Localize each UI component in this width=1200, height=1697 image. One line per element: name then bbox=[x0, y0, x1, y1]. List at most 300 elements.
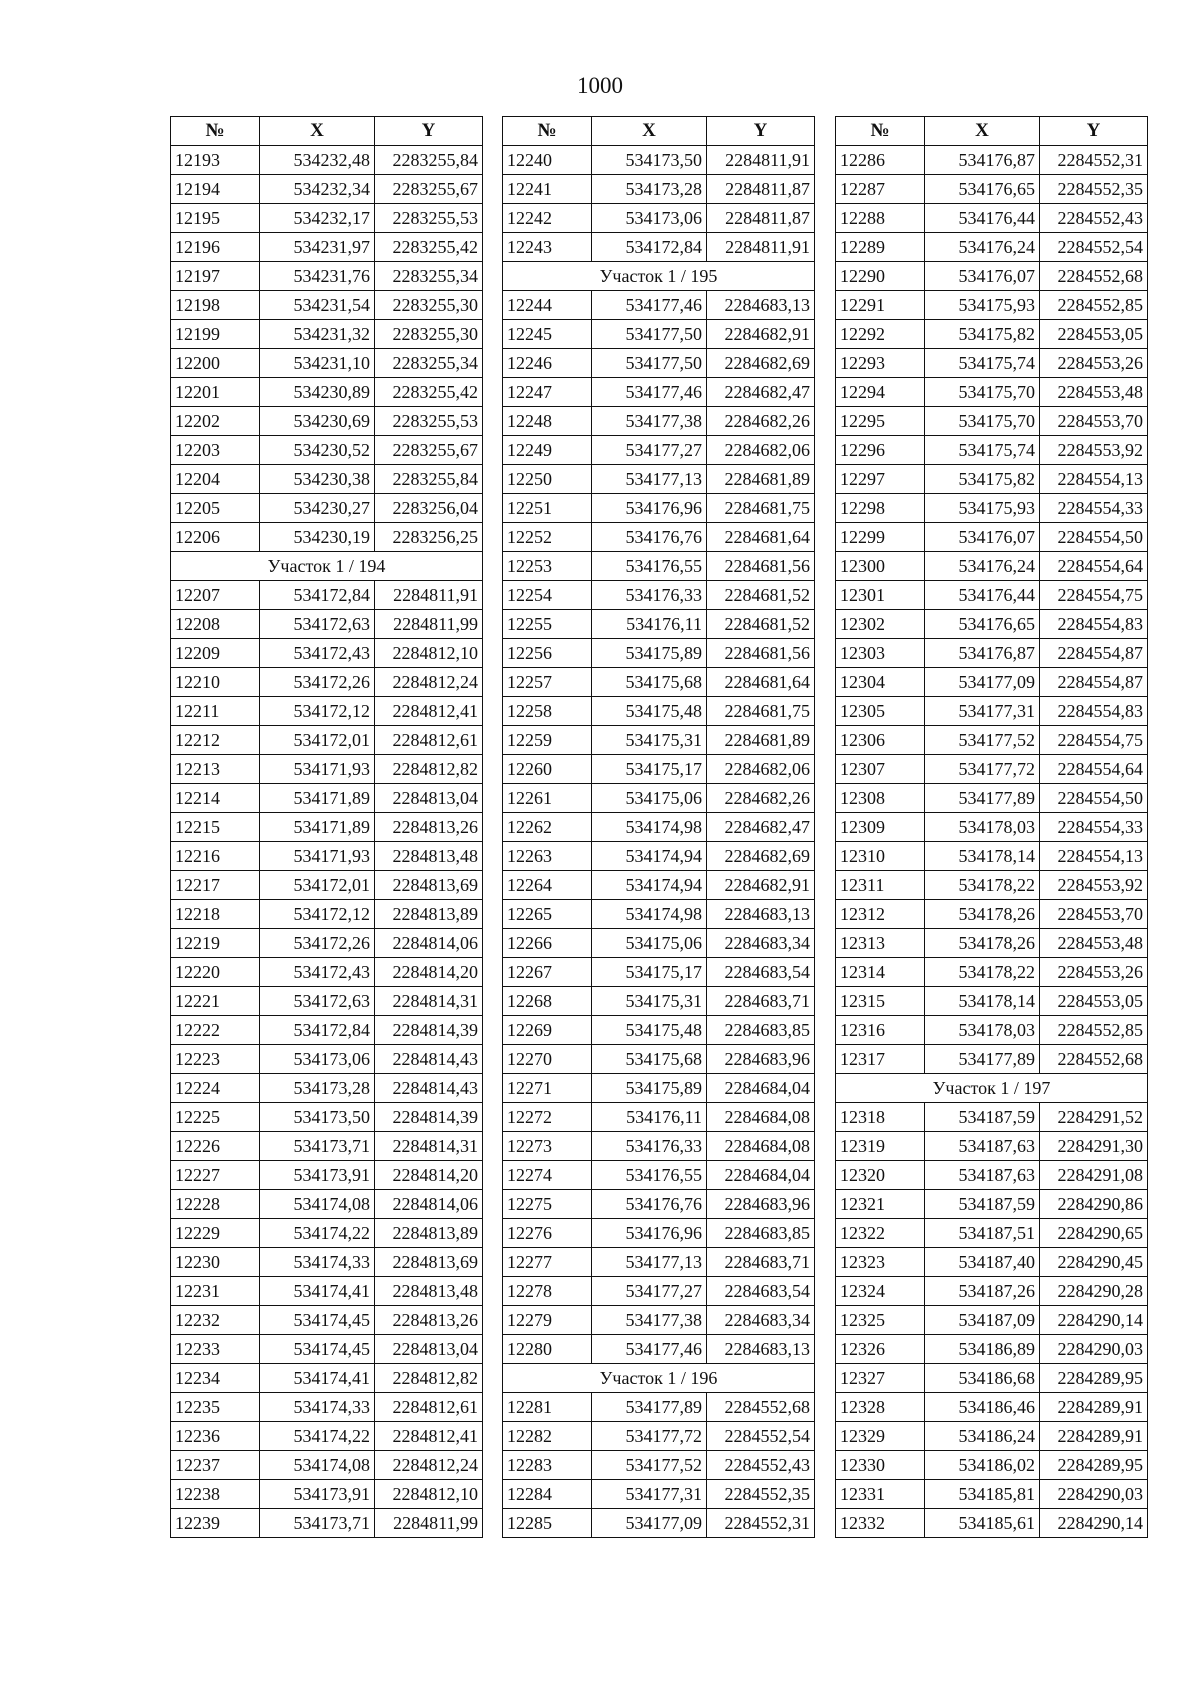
table-row bbox=[171, 1422, 483, 1451]
point-number: 12237 bbox=[171, 1451, 260, 1480]
point-number: 12248 bbox=[503, 407, 592, 436]
point-number: 12295 bbox=[836, 407, 925, 436]
table-row bbox=[836, 784, 1148, 813]
x-coordinate: 534172,84 bbox=[260, 1016, 375, 1045]
x-coordinate: 534175,82 bbox=[925, 465, 1040, 494]
y-coordinate: 2283255,30 bbox=[375, 291, 483, 320]
table-row bbox=[503, 755, 815, 784]
point-number: 12210 bbox=[171, 668, 260, 697]
x-coordinate: 534173,06 bbox=[260, 1045, 375, 1074]
table-row bbox=[171, 1335, 483, 1364]
x-coordinate: 534174,33 bbox=[260, 1248, 375, 1277]
x-coordinate: 534175,06 bbox=[592, 929, 707, 958]
point-number: 12198 bbox=[171, 291, 260, 320]
table-row bbox=[503, 291, 815, 320]
point-number: 12212 bbox=[171, 726, 260, 755]
x-coordinate: 534172,12 bbox=[260, 900, 375, 929]
table-row bbox=[836, 1422, 1148, 1451]
y-coordinate: 2284811,91 bbox=[707, 233, 815, 262]
table-row bbox=[836, 813, 1148, 842]
table-row bbox=[836, 204, 1148, 233]
point-number: 12193 bbox=[171, 146, 260, 175]
point-number: 12329 bbox=[836, 1422, 925, 1451]
table-row bbox=[836, 1045, 1148, 1074]
y-coordinate: 2284814,43 bbox=[375, 1045, 483, 1074]
table-header-row bbox=[503, 117, 815, 146]
point-number: 12213 bbox=[171, 755, 260, 784]
x-coordinate: 534173,28 bbox=[592, 175, 707, 204]
table-row bbox=[503, 987, 815, 1016]
x-coordinate: 534173,28 bbox=[260, 1074, 375, 1103]
x-coordinate: 534177,38 bbox=[592, 407, 707, 436]
x-coordinate: 534176,44 bbox=[925, 581, 1040, 610]
x-coordinate: 534187,51 bbox=[925, 1219, 1040, 1248]
y-coordinate: 2284291,30 bbox=[1040, 1132, 1148, 1161]
table-row bbox=[503, 1103, 815, 1132]
y-coordinate: 2284681,64 bbox=[707, 523, 815, 552]
x-coordinate: 534175,93 bbox=[925, 291, 1040, 320]
y-coordinate: 2284812,24 bbox=[375, 668, 483, 697]
x-coordinate: 534172,01 bbox=[260, 726, 375, 755]
table-row bbox=[836, 378, 1148, 407]
y-coordinate: 2284682,91 bbox=[707, 320, 815, 349]
point-number: 12209 bbox=[171, 639, 260, 668]
table-row bbox=[503, 871, 815, 900]
x-coordinate: 534176,24 bbox=[925, 552, 1040, 581]
point-number: 12305 bbox=[836, 697, 925, 726]
point-number: 12287 bbox=[836, 175, 925, 204]
y-coordinate: 2284554,33 bbox=[1040, 494, 1148, 523]
table-row bbox=[171, 987, 483, 1016]
point-number: 12263 bbox=[503, 842, 592, 871]
point-number: 12306 bbox=[836, 726, 925, 755]
section-title: Участок 1 / 195 bbox=[503, 262, 815, 291]
y-coordinate: 2283255,30 bbox=[375, 320, 483, 349]
x-coordinate: 534177,46 bbox=[592, 378, 707, 407]
point-number: 12262 bbox=[503, 813, 592, 842]
y-coordinate: 2284554,50 bbox=[1040, 784, 1148, 813]
y-coordinate: 2284812,82 bbox=[375, 755, 483, 784]
point-number: 12232 bbox=[171, 1306, 260, 1335]
x-coordinate: 534175,93 bbox=[925, 494, 1040, 523]
x-coordinate: 534171,89 bbox=[260, 813, 375, 842]
point-number: 12230 bbox=[171, 1248, 260, 1277]
table-row bbox=[503, 813, 815, 842]
table-body bbox=[836, 146, 1148, 1538]
x-coordinate: 534230,38 bbox=[260, 465, 375, 494]
x-coordinate: 534174,45 bbox=[260, 1306, 375, 1335]
y-coordinate: 2284811,91 bbox=[707, 146, 815, 175]
y-coordinate: 2284681,56 bbox=[707, 639, 815, 668]
x-coordinate: 534172,84 bbox=[260, 581, 375, 610]
x-coordinate: 534172,63 bbox=[260, 987, 375, 1016]
x-coordinate: 534178,14 bbox=[925, 842, 1040, 871]
x-coordinate: 534172,01 bbox=[260, 871, 375, 900]
y-coordinate: 2284291,52 bbox=[1040, 1103, 1148, 1132]
x-coordinate: 534174,22 bbox=[260, 1219, 375, 1248]
table-row bbox=[171, 581, 483, 610]
x-coordinate: 534174,98 bbox=[592, 900, 707, 929]
x-coordinate: 534176,24 bbox=[925, 233, 1040, 262]
x-coordinate: 534177,72 bbox=[592, 1422, 707, 1451]
table-row bbox=[503, 1422, 815, 1451]
table-row bbox=[503, 465, 815, 494]
y-coordinate: 2283256,04 bbox=[375, 494, 483, 523]
y-coordinate: 2284290,14 bbox=[1040, 1509, 1148, 1538]
table-row bbox=[503, 1161, 815, 1190]
table-row bbox=[171, 146, 483, 175]
point-number: 12242 bbox=[503, 204, 592, 233]
table-row bbox=[503, 929, 815, 958]
section-row bbox=[503, 1364, 815, 1393]
x-coordinate: 534174,45 bbox=[260, 1335, 375, 1364]
x-coordinate: 534172,26 bbox=[260, 668, 375, 697]
point-number: 12264 bbox=[503, 871, 592, 900]
x-coordinate: 534187,59 bbox=[925, 1190, 1040, 1219]
x-coordinate: 534173,71 bbox=[260, 1509, 375, 1538]
point-number: 12203 bbox=[171, 436, 260, 465]
x-coordinate: 534176,87 bbox=[925, 146, 1040, 175]
y-coordinate: 2284812,41 bbox=[375, 1422, 483, 1451]
y-coordinate: 2284552,54 bbox=[707, 1422, 815, 1451]
point-number: 12245 bbox=[503, 320, 592, 349]
header-num: № bbox=[836, 117, 925, 146]
x-coordinate: 534231,10 bbox=[260, 349, 375, 378]
table-row bbox=[836, 523, 1148, 552]
y-coordinate: 2284553,70 bbox=[1040, 407, 1148, 436]
table-body bbox=[171, 146, 483, 1538]
y-coordinate: 2283255,42 bbox=[375, 378, 483, 407]
y-coordinate: 2284290,65 bbox=[1040, 1219, 1148, 1248]
x-coordinate: 534177,72 bbox=[925, 755, 1040, 784]
y-coordinate: 2284813,26 bbox=[375, 813, 483, 842]
y-coordinate: 2284814,43 bbox=[375, 1074, 483, 1103]
y-coordinate: 2284683,54 bbox=[707, 958, 815, 987]
table-row bbox=[836, 1132, 1148, 1161]
table-row bbox=[171, 1190, 483, 1219]
point-number: 12275 bbox=[503, 1190, 592, 1219]
y-coordinate: 2284683,13 bbox=[707, 291, 815, 320]
point-number: 12255 bbox=[503, 610, 592, 639]
y-coordinate: 2283255,67 bbox=[375, 436, 483, 465]
y-coordinate: 2284552,31 bbox=[1040, 146, 1148, 175]
table-row bbox=[836, 871, 1148, 900]
y-coordinate: 2284683,96 bbox=[707, 1045, 815, 1074]
table-row bbox=[503, 1219, 815, 1248]
point-number: 12304 bbox=[836, 668, 925, 697]
table-row bbox=[171, 842, 483, 871]
table-body bbox=[503, 146, 815, 1538]
point-number: 12249 bbox=[503, 436, 592, 465]
point-number: 12325 bbox=[836, 1306, 925, 1335]
y-coordinate: 2284683,96 bbox=[707, 1190, 815, 1219]
point-number: 12315 bbox=[836, 987, 925, 1016]
x-coordinate: 534186,02 bbox=[925, 1451, 1040, 1480]
x-coordinate: 534172,84 bbox=[592, 233, 707, 262]
point-number: 12266 bbox=[503, 929, 592, 958]
table-row bbox=[171, 900, 483, 929]
y-coordinate: 2284552,31 bbox=[707, 1509, 815, 1538]
table-row bbox=[503, 436, 815, 465]
point-number: 12227 bbox=[171, 1161, 260, 1190]
y-coordinate: 2284554,75 bbox=[1040, 581, 1148, 610]
table-row bbox=[836, 1509, 1148, 1538]
x-coordinate: 534230,27 bbox=[260, 494, 375, 523]
point-number: 12289 bbox=[836, 233, 925, 262]
x-coordinate: 534174,33 bbox=[260, 1393, 375, 1422]
table-row bbox=[171, 1161, 483, 1190]
point-number: 12278 bbox=[503, 1277, 592, 1306]
point-number: 12200 bbox=[171, 349, 260, 378]
y-coordinate: 2284682,47 bbox=[707, 813, 815, 842]
table-row bbox=[836, 1451, 1148, 1480]
x-coordinate: 534177,52 bbox=[592, 1451, 707, 1480]
table-row bbox=[171, 233, 483, 262]
x-coordinate: 534177,09 bbox=[592, 1509, 707, 1538]
x-coordinate: 534175,48 bbox=[592, 1016, 707, 1045]
point-number: 12199 bbox=[171, 320, 260, 349]
point-number: 12292 bbox=[836, 320, 925, 349]
x-coordinate: 534231,97 bbox=[260, 233, 375, 262]
y-coordinate: 2284682,69 bbox=[707, 842, 815, 871]
x-coordinate: 534177,46 bbox=[592, 291, 707, 320]
point-number: 12257 bbox=[503, 668, 592, 697]
point-number: 12276 bbox=[503, 1219, 592, 1248]
point-number: 12252 bbox=[503, 523, 592, 552]
coordinates-table-1 bbox=[170, 116, 483, 1538]
table-row bbox=[503, 1306, 815, 1335]
x-coordinate: 534176,96 bbox=[592, 1219, 707, 1248]
point-number: 12277 bbox=[503, 1248, 592, 1277]
point-number: 12206 bbox=[171, 523, 260, 552]
table-row bbox=[503, 494, 815, 523]
y-coordinate: 2283255,34 bbox=[375, 349, 483, 378]
point-number: 12283 bbox=[503, 1451, 592, 1480]
table-row bbox=[836, 1190, 1148, 1219]
point-number: 12291 bbox=[836, 291, 925, 320]
table-row bbox=[836, 407, 1148, 436]
y-coordinate: 2283255,42 bbox=[375, 233, 483, 262]
point-number: 12280 bbox=[503, 1335, 592, 1364]
y-coordinate: 2284684,08 bbox=[707, 1103, 815, 1132]
y-coordinate: 2284553,48 bbox=[1040, 378, 1148, 407]
table-row bbox=[503, 1451, 815, 1480]
y-coordinate: 2284681,75 bbox=[707, 494, 815, 523]
x-coordinate: 534172,63 bbox=[260, 610, 375, 639]
table-row bbox=[171, 320, 483, 349]
y-coordinate: 2284289,91 bbox=[1040, 1393, 1148, 1422]
x-coordinate: 534187,40 bbox=[925, 1248, 1040, 1277]
point-number: 12214 bbox=[171, 784, 260, 813]
point-number: 12269 bbox=[503, 1016, 592, 1045]
x-coordinate: 534176,07 bbox=[925, 523, 1040, 552]
y-coordinate: 2284814,06 bbox=[375, 1190, 483, 1219]
table-row bbox=[171, 204, 483, 233]
point-number: 12221 bbox=[171, 987, 260, 1016]
point-number: 12318 bbox=[836, 1103, 925, 1132]
x-coordinate: 534175,70 bbox=[925, 378, 1040, 407]
y-coordinate: 2283255,67 bbox=[375, 175, 483, 204]
y-coordinate: 2284683,34 bbox=[707, 1306, 815, 1335]
point-number: 12195 bbox=[171, 204, 260, 233]
point-number: 12307 bbox=[836, 755, 925, 784]
table-row bbox=[171, 871, 483, 900]
point-number: 12251 bbox=[503, 494, 592, 523]
y-coordinate: 2284812,61 bbox=[375, 1393, 483, 1422]
x-coordinate: 534175,17 bbox=[592, 755, 707, 784]
table-row bbox=[503, 552, 815, 581]
point-number: 12293 bbox=[836, 349, 925, 378]
y-coordinate: 2284684,04 bbox=[707, 1161, 815, 1190]
table-row bbox=[836, 146, 1148, 175]
point-number: 12267 bbox=[503, 958, 592, 987]
table-row bbox=[836, 552, 1148, 581]
point-number: 12331 bbox=[836, 1480, 925, 1509]
point-number: 12268 bbox=[503, 987, 592, 1016]
table-row bbox=[503, 146, 815, 175]
table-row bbox=[171, 697, 483, 726]
x-coordinate: 534174,41 bbox=[260, 1364, 375, 1393]
point-number: 12238 bbox=[171, 1480, 260, 1509]
table-row bbox=[836, 958, 1148, 987]
x-coordinate: 534172,43 bbox=[260, 958, 375, 987]
table-row bbox=[503, 204, 815, 233]
point-number: 12271 bbox=[503, 1074, 592, 1103]
y-coordinate: 2284682,91 bbox=[707, 871, 815, 900]
y-coordinate: 2284683,13 bbox=[707, 900, 815, 929]
y-coordinate: 2284553,92 bbox=[1040, 436, 1148, 465]
table-row bbox=[171, 639, 483, 668]
point-number: 12222 bbox=[171, 1016, 260, 1045]
table-row bbox=[171, 1364, 483, 1393]
table-row bbox=[836, 262, 1148, 291]
point-number: 12281 bbox=[503, 1393, 592, 1422]
header-num: № bbox=[171, 117, 260, 146]
x-coordinate: 534175,48 bbox=[592, 697, 707, 726]
y-coordinate: 2284553,26 bbox=[1040, 958, 1148, 987]
y-coordinate: 2284814,20 bbox=[375, 958, 483, 987]
table-row bbox=[836, 900, 1148, 929]
y-coordinate: 2284812,41 bbox=[375, 697, 483, 726]
x-coordinate: 534173,50 bbox=[260, 1103, 375, 1132]
x-coordinate: 534178,22 bbox=[925, 958, 1040, 987]
table-row bbox=[503, 842, 815, 871]
y-coordinate: 2284813,89 bbox=[375, 1219, 483, 1248]
y-coordinate: 2284554,13 bbox=[1040, 842, 1148, 871]
point-number: 12219 bbox=[171, 929, 260, 958]
table-row bbox=[503, 175, 815, 204]
y-coordinate: 2284684,04 bbox=[707, 1074, 815, 1103]
point-number: 12301 bbox=[836, 581, 925, 610]
y-coordinate: 2284554,83 bbox=[1040, 697, 1148, 726]
point-number: 12279 bbox=[503, 1306, 592, 1335]
table-row bbox=[836, 1277, 1148, 1306]
y-coordinate: 2284554,64 bbox=[1040, 755, 1148, 784]
point-number: 12298 bbox=[836, 494, 925, 523]
y-coordinate: 2284553,70 bbox=[1040, 900, 1148, 929]
table-row bbox=[171, 610, 483, 639]
table-row bbox=[503, 1277, 815, 1306]
x-coordinate: 534178,03 bbox=[925, 1016, 1040, 1045]
table-row bbox=[171, 1103, 483, 1132]
y-coordinate: 2284681,56 bbox=[707, 552, 815, 581]
table-row bbox=[503, 726, 815, 755]
x-coordinate: 534175,31 bbox=[592, 726, 707, 755]
point-number: 12244 bbox=[503, 291, 592, 320]
x-coordinate: 534178,22 bbox=[925, 871, 1040, 900]
x-coordinate: 534176,44 bbox=[925, 204, 1040, 233]
x-coordinate: 534173,91 bbox=[260, 1161, 375, 1190]
y-coordinate: 2284291,08 bbox=[1040, 1161, 1148, 1190]
point-number: 12328 bbox=[836, 1393, 925, 1422]
y-coordinate: 2284813,04 bbox=[375, 784, 483, 813]
y-coordinate: 2284552,85 bbox=[1040, 291, 1148, 320]
point-number: 12218 bbox=[171, 900, 260, 929]
point-number: 12196 bbox=[171, 233, 260, 262]
y-coordinate: 2284683,85 bbox=[707, 1219, 815, 1248]
x-coordinate: 534176,65 bbox=[925, 610, 1040, 639]
x-coordinate: 534186,68 bbox=[925, 1364, 1040, 1393]
point-number: 12247 bbox=[503, 378, 592, 407]
point-number: 12256 bbox=[503, 639, 592, 668]
table-row bbox=[836, 1016, 1148, 1045]
x-coordinate: 534175,68 bbox=[592, 668, 707, 697]
point-number: 12240 bbox=[503, 146, 592, 175]
point-number: 12309 bbox=[836, 813, 925, 842]
point-number: 12323 bbox=[836, 1248, 925, 1277]
table-row bbox=[171, 291, 483, 320]
x-coordinate: 534177,52 bbox=[925, 726, 1040, 755]
x-coordinate: 534177,38 bbox=[592, 1306, 707, 1335]
x-coordinate: 534177,27 bbox=[592, 436, 707, 465]
y-coordinate: 2284812,10 bbox=[375, 1480, 483, 1509]
y-coordinate: 2284682,06 bbox=[707, 436, 815, 465]
x-coordinate: 534185,81 bbox=[925, 1480, 1040, 1509]
section-title: Участок 1 / 196 bbox=[503, 1364, 815, 1393]
table-row bbox=[836, 1480, 1148, 1509]
table-row bbox=[836, 1306, 1148, 1335]
x-coordinate: 534187,63 bbox=[925, 1161, 1040, 1190]
point-number: 12261 bbox=[503, 784, 592, 813]
x-coordinate: 534186,24 bbox=[925, 1422, 1040, 1451]
x-coordinate: 534173,50 bbox=[592, 146, 707, 175]
point-number: 12308 bbox=[836, 784, 925, 813]
table-row bbox=[503, 697, 815, 726]
y-coordinate: 2283255,84 bbox=[375, 465, 483, 494]
x-coordinate: 534187,09 bbox=[925, 1306, 1040, 1335]
point-number: 12300 bbox=[836, 552, 925, 581]
point-number: 12290 bbox=[836, 262, 925, 291]
point-number: 12330 bbox=[836, 1451, 925, 1480]
y-coordinate: 2284814,39 bbox=[375, 1103, 483, 1132]
y-coordinate: 2284552,68 bbox=[707, 1393, 815, 1422]
table-row bbox=[503, 320, 815, 349]
point-number: 12239 bbox=[171, 1509, 260, 1538]
x-coordinate: 534173,06 bbox=[592, 204, 707, 233]
y-coordinate: 2284682,47 bbox=[707, 378, 815, 407]
point-number: 12224 bbox=[171, 1074, 260, 1103]
y-coordinate: 2284811,91 bbox=[375, 581, 483, 610]
x-coordinate: 534187,26 bbox=[925, 1277, 1040, 1306]
x-coordinate: 534231,54 bbox=[260, 291, 375, 320]
point-number: 12223 bbox=[171, 1045, 260, 1074]
y-coordinate: 2284813,89 bbox=[375, 900, 483, 929]
y-coordinate: 2283255,84 bbox=[375, 146, 483, 175]
y-coordinate: 2284289,95 bbox=[1040, 1364, 1148, 1393]
x-coordinate: 534177,13 bbox=[592, 465, 707, 494]
table-row bbox=[836, 1248, 1148, 1277]
y-coordinate: 2284682,26 bbox=[707, 784, 815, 813]
